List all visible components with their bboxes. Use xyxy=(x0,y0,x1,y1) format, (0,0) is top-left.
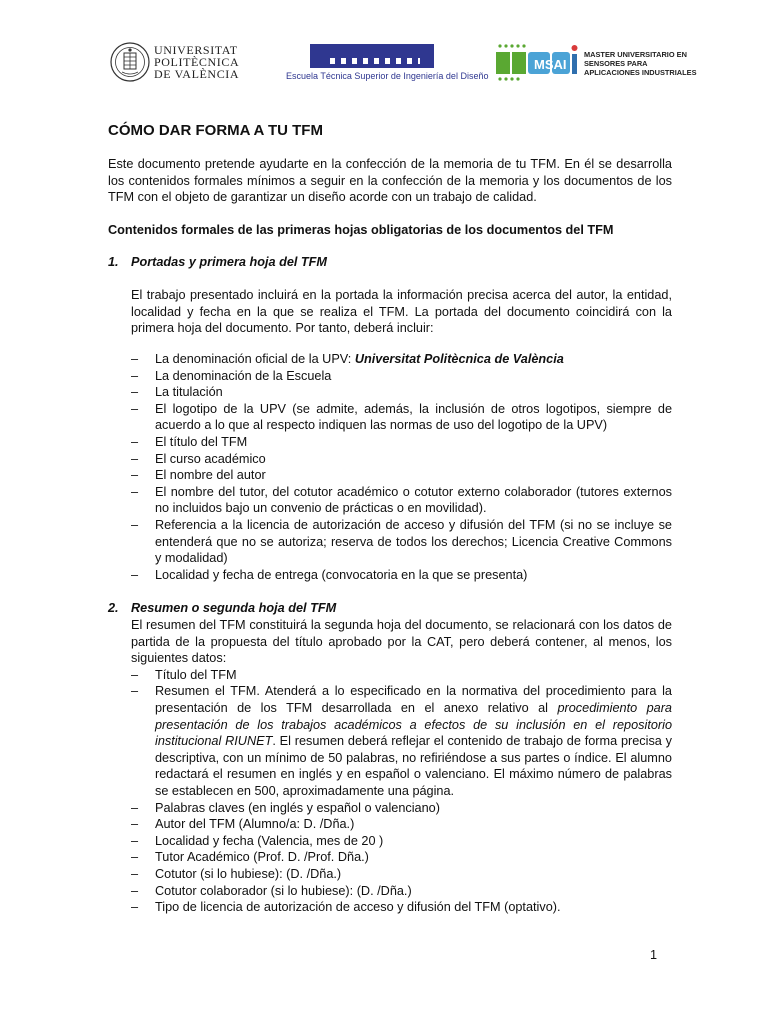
list-item: – Tipo de licencia de autorización de acceso y difusión del TFM (optativo). xyxy=(131,900,561,915)
list-item: – Autor del TFM (Alumno/a: D. /Dña.) xyxy=(131,817,355,832)
section-2-heading xyxy=(108,601,336,615)
list-item: – Cotutor colaborador (si lo hubiese): (D. /Dña.) xyxy=(131,883,412,898)
page-title: CÓMO DAR FORMA A TU TFM xyxy=(108,122,323,139)
list-item: – Localidad y fecha de entrega (convocatoria en la que se presenta) xyxy=(131,567,528,582)
msai-logo xyxy=(494,42,697,86)
section-1-body xyxy=(131,287,672,337)
list-item: – El título del TFM xyxy=(131,434,248,449)
list-item-resumen: – Resumen el TFM. Atenderá a lo especificado en la normativa del procedimiento para la presentación de los TFM desarrollada en el anexo relativo al procedimiento para presentación de los trabajos académicos a efectos de su inclusión en el repositorio institucional RIUNET. El resumen deberá reflejar el contenido de trabajo de forma precisa y descriptiva, con un mínimo de 50 palabras, no refiriéndose a sus partes o índice. El alumno redactará el resumen en inglés y en español o valenciano. El máximo número de palabras se establecen en 500, aproximadamente una página. xyxy=(131,684,672,798)
section-2-number: 2. xyxy=(108,601,119,615)
etsid-logo-bar xyxy=(310,44,434,68)
list-item: – El nombre del autor xyxy=(131,468,266,483)
list-item: – Referencia a la licencia de autorización de acceso y difusión del TFM (si no se incluye se entenderá que no se autoriza; reserva de todos los derechos; Licencia Creative Commons y modalidad) xyxy=(131,517,672,566)
msai-logo-icon xyxy=(494,42,580,82)
page-number: 1 xyxy=(650,948,658,962)
list-item: – Palabras claves (en inglés y español o valenciano) xyxy=(131,800,440,815)
section-1-heading xyxy=(108,255,327,269)
list-item: – El logotipo de la UPV (se admite, además, la inclusión de otros logotipos, siempre de acuerdo a lo que al respecto indiquen las normas de uso del logotipo de la UPV) xyxy=(131,401,672,433)
upv-logo xyxy=(110,42,240,86)
header xyxy=(0,40,768,90)
upv-official-name: Universitat Politècnica de València xyxy=(354,352,564,366)
list-item: – La titulación xyxy=(131,385,223,400)
msai-logo-text: MSAI xyxy=(534,57,567,72)
etsid-logo xyxy=(286,44,489,84)
msai-caption: MASTER UNIVERSITARIO EN SENSORES PARA APLICACIONES INDUSTRIALES xyxy=(584,50,697,77)
section-1-paragraph: El trabajo presentado incluirá en la portada la información precisa acerca del autor, la entidad, localidad y fecha en la que se realiza el TFM. La portada del documento coincidirá con la primera hoja del documento. Por tanto, deberá incluir: xyxy=(131,288,672,336)
list-item: – La denominación oficial de la UPV: Universitat Politècnica de València xyxy=(131,352,564,366)
upv-name: UNIVERSITAT POLITÈCNICA DE VALÈNCIA xyxy=(154,43,240,81)
section-2-body xyxy=(131,617,672,916)
list-item: – Tutor Académico (Prof. D. /Prof. Dña.) xyxy=(131,850,369,865)
section-1-list xyxy=(131,351,672,583)
list-item: – El nombre del tutor, del cotutor académico o cotutor externo colaborador (tutores externos no incluidos bajo un convenio de prácticas o en movilidad). xyxy=(131,484,672,516)
list-item: – Cotutor (si lo hubiese): (D. /Dña.) xyxy=(131,866,342,881)
intro-paragraph: Este documento pretende ayudarte en la confección de la memoria de tu TFM. En él se desarrolla los contenidos formales mínimos a seguir en la confección de la memoria y los documentos de los TFM con el objeto de garantizar un diseño acorde con un trabajo de calidad. xyxy=(108,157,672,205)
etsid-caption: Escuela Técnica Superior de Ingeniería del Diseño xyxy=(286,71,489,81)
list-item: – Localidad y fecha (Valencia, mes de 20 ) xyxy=(131,833,384,848)
section-1-title: Portadas y primera hoja del TFM xyxy=(131,255,327,269)
list-item: – El curso académico xyxy=(131,451,266,466)
contents-heading: Contenidos formales de las primeras hojas obligatorias de los documentos del TFM xyxy=(108,223,614,237)
intro-block xyxy=(108,156,672,206)
list-item: – Título del TFM xyxy=(131,667,237,682)
section-2-title: Resumen o segunda hoja del TFM xyxy=(131,601,337,615)
list-item: – La denominación de la Escuela xyxy=(131,368,332,383)
contents-heading-block xyxy=(108,222,672,239)
section-2-paragraph: El resumen del TFM constituirá la segunda hoja del documento, se relacionará con los datos de partida de la propuesta del título aprobado por la CAT, pero deberá contener, al menos, los siguientes datos: xyxy=(131,618,672,666)
upv-seal-icon xyxy=(110,42,150,82)
section-1-number: 1. xyxy=(108,255,119,269)
